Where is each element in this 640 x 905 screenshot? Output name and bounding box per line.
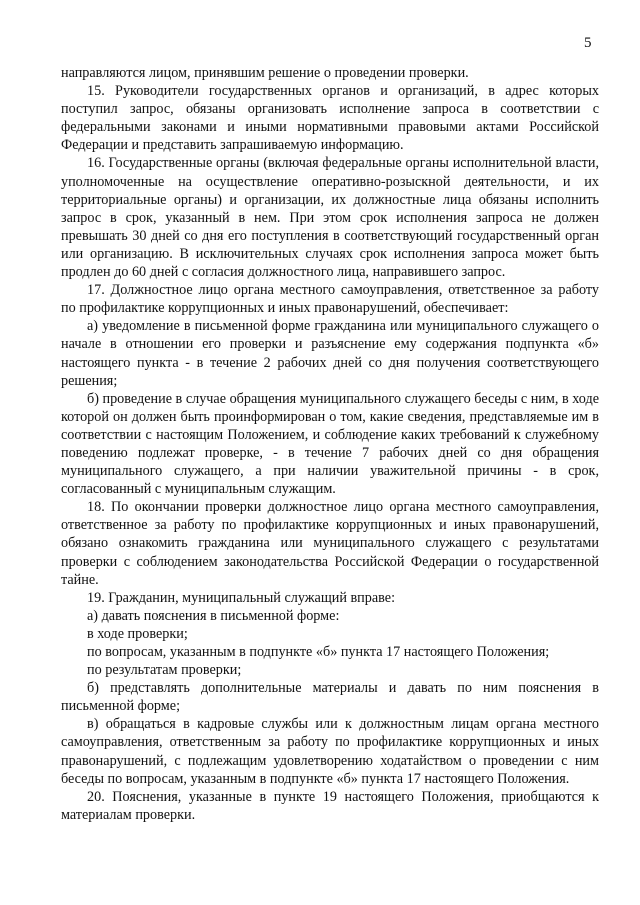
- paragraph-17-b: б) проведение в случае обращения муниципального служащего беседы с ним, в ходе которой он должен быть проинформирован о том, какие сведения, представляемые им в соответствии с настоящим Положением, и соблюдение каких требований к служебному поведению подлежат проверке, - в течение 7 рабочих дней со дня обращения муниципального служащего, а при наличии уважительной причины - в срок, согласованный с муниципальным служащим.: [61, 390, 599, 498]
- paragraph-continuation: направляются лицом, принявшим решение о проведении проверки.: [61, 65, 469, 81]
- paragraph-19-b: б) представлять дополнительные материалы и давать по ним пояснения в письменной форме;: [61, 680, 599, 715]
- paragraph-16: 16. Государственные органы (включая федеральные органы исполнительной власти, уполномоченные на осуществление оперативно-розыскной деятельности, и их территориальные органы) и организации, их должностные лица обязаны исполнить запрос в срок, указанный в нем. При этом срок исполнения запроса не должен превышать 30 дней со дня его поступления в соответствующий государственный орган или организацию. В исключительных случаях срок исполнения запроса может быть продлен до 60 дней с согласия должностного лица, направившего запрос.: [61, 155, 599, 281]
- paragraph-19-a-item-2: по вопросам, указанным в подпункте «б» пункта 17 настоящего Положения;: [87, 644, 550, 660]
- paragraph-20: 20. Пояснения, указанные в пункте 19 настоящего Положения, приобщаются к материалам проверки.: [61, 788, 599, 823]
- document-body: [61, 64, 599, 824]
- paragraph-19: 19. Гражданин, муниципальный служащий вправе:: [87, 589, 396, 606]
- paragraph-19-c: в) обращаться в кадровые службы или к должностным лицам органа местного самоуправления, ответственным за работу по профилактике коррупционных и иных правонарушений, с подлежащим удовлетворению ходатайством о проведении с ним беседы по вопросам, указанным в подпункте «б» пункта 17 настоящего Положения.: [61, 716, 599, 787]
- paragraph-19-a-item-1: в ходе проверки;: [87, 625, 188, 642]
- paragraph-19-a: а) давать пояснения в письменной форме:: [87, 607, 340, 624]
- paragraph-15: 15. Руководители государственных органов и организаций, в адрес которых поступил запрос, обязаны организовать исполнение запроса в соответствии с федеральными законами и иными нормативными правовыми актами Российской Федерации и представить запрашиваемую информацию.: [61, 83, 599, 154]
- page-number: 5: [584, 35, 592, 51]
- paragraph-18: 18. По окончании проверки должностное лицо органа местного самоуправления, ответственное за работу по профилактике коррупционных и иных правонарушений, обязано ознакомить гражданина или муниципального служащего с результатами проверки с соблюдением законодательства Российской Федерации о государственной тайне.: [61, 499, 599, 588]
- paragraph-19-a-item-3: по результатам проверки;: [87, 662, 242, 679]
- paragraph-17: 17. Должностное лицо органа местного самоуправления, ответственное за работу по профилактике коррупционных и иных правонарушений, обеспечивает:: [61, 282, 599, 317]
- paragraph-17-a: а) уведомление в письменной форме гражданина или муниципального служащего о начале в отношении его проверки и разъяснение ему содержания подпункта «б» настоящего пункта - в течение 2 рабочих дней со дня получения соответствующего решения;: [61, 318, 599, 389]
